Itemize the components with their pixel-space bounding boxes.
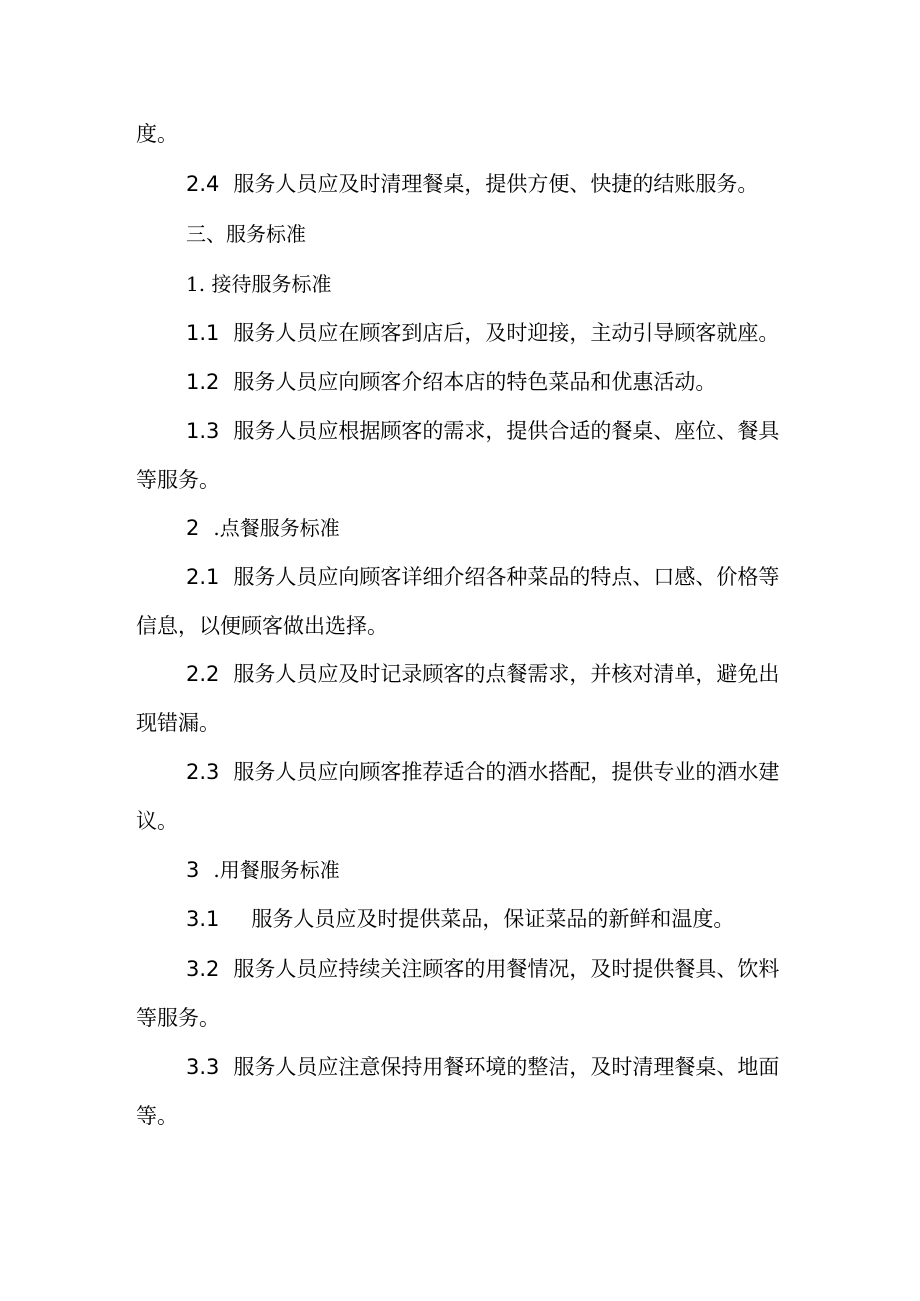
paragraph-1-3-line-2 — [136, 465, 220, 495]
paragraph-number: 2.2 — [186, 662, 220, 686]
paragraph-3-1 — [186, 904, 734, 934]
paragraph-3-3-line-2 — [136, 1101, 178, 1131]
paragraph-text: 服务人员应在顾客到店后，及时迎接，主动引导顾客就座。 — [233, 321, 780, 345]
subsection-title: 1. 接待服务标准 — [186, 272, 332, 296]
paragraph-number: 2.4 — [186, 172, 220, 196]
paragraph-2-1-line-2 — [136, 611, 388, 641]
paragraph-text: 服务人员应及时记录顾客的点餐需求，并核对清单，避免出 — [233, 662, 780, 686]
paragraph-text: 度。 — [136, 122, 178, 146]
paragraph-text: 服务人员应持续关注顾客的用餐情况，及时提供餐具、饮料 — [233, 957, 780, 981]
subsection-heading-3 — [186, 855, 340, 885]
subsection-title: .点餐服务标准 — [213, 516, 340, 540]
paragraph-number: 1.3 — [186, 419, 220, 443]
subsection-heading-1 — [186, 269, 331, 299]
paragraph-number: 3.2 — [186, 957, 220, 981]
paragraph-text: 等服务。 — [136, 468, 220, 492]
paragraph-2-1-line-1 — [186, 562, 779, 592]
paragraph-2-2-line-2 — [136, 708, 220, 738]
paragraph-text: 议。 — [136, 809, 178, 833]
paragraph-text: 等。 — [136, 1104, 178, 1128]
paragraph-2-3-line-1 — [186, 757, 779, 787]
paragraph-2-2-line-1 — [186, 659, 779, 689]
paragraph-3-2-line-2 — [136, 1003, 220, 1033]
paragraph-text: 服务人员应向顾客推荐适合的酒水搭配，提供专业的酒水建 — [233, 760, 780, 784]
paragraph-text: 等服务。 — [136, 1006, 220, 1030]
paragraph-number: 3.3 — [186, 1055, 220, 1079]
paragraph-3-3-line-1 — [186, 1052, 779, 1082]
paragraph-number: 3.1 — [186, 907, 220, 931]
subsection-number: 2 — [186, 516, 200, 540]
paragraph-1-3-line-1 — [186, 416, 779, 446]
paragraph-number: 1.1 — [186, 321, 220, 345]
paragraph-text: 服务人员应根据顾客的需求，提供合适的餐桌、座位、餐具 — [233, 419, 780, 443]
paragraph-1-1 — [186, 318, 779, 348]
paragraph-text: 服务人员应注意保持用餐环境的整洁，及时清理餐桌、地面 — [233, 1055, 780, 1079]
subsection-title: .用餐服务标准 — [213, 858, 340, 882]
paragraph-text: 服务人员应向顾客介绍本店的特色菜品和优惠活动。 — [233, 370, 717, 394]
paragraph-number: 1.2 — [186, 370, 220, 394]
subsection-number: 3 — [186, 858, 200, 882]
paragraph-text: 信息，以便顾客做出选择。 — [136, 614, 388, 638]
subsection-heading-2 — [186, 513, 340, 543]
paragraph-text: 服务人员应向顾客详细介绍各种菜品的特点、口感、价格等 — [233, 565, 780, 589]
paragraph-continuation — [136, 119, 178, 149]
section-heading-3 — [186, 219, 306, 249]
section-title: 三、服务标准 — [186, 222, 306, 246]
paragraph-1-2 — [186, 367, 716, 397]
paragraph-2-4 — [186, 169, 758, 199]
paragraph-2-3-line-2 — [136, 806, 178, 836]
paragraph-text: 服务人员应及时提供菜品，保证菜品的新鲜和温度。 — [251, 907, 735, 931]
paragraph-number: 2.1 — [186, 565, 220, 589]
paragraph-text: 服务人员应及时清理餐桌，提供方便、快捷的结账服务。 — [233, 172, 759, 196]
paragraph-3-2-line-1 — [186, 954, 779, 984]
paragraph-text: 现错漏。 — [136, 711, 220, 735]
paragraph-number: 2.3 — [186, 760, 220, 784]
